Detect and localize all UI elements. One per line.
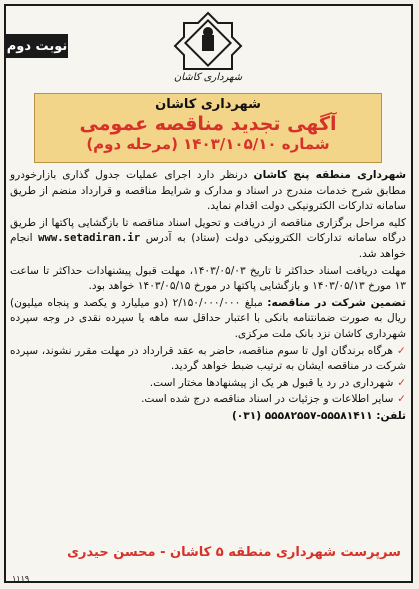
- kashan-municipality-logo-icon: [172, 10, 244, 72]
- guarantee-text: مبلغ ۲/۱۵۰/۰۰۰/۰۰۰ (دو میلیارد و یکصد و پنجاه میلیون) ریال به صورت ضمانتنامه بانکی با اعتبار حداقل سه ماهه یا سپرده نقدی در وجه سپرده شهرداری کاشان نزد بانک ملت مرکزی.: [10, 296, 406, 340]
- paragraph-guarantee: [10, 296, 406, 343]
- guarantee-label: تضمین شرکت در مناقصه:: [267, 296, 406, 309]
- logo-caption: شهرداری کاشان: [173, 72, 243, 83]
- paragraph-intro: [10, 168, 406, 215]
- list-item: ✓ هرگاه برندگان اول تا سوم مناقصه، حاضر به عقد قرارداد در مهلت مقرر نشوند، سپرده شرکت در مناقصه ایشان به ترتیب ضبط خواهد گردید.: [10, 344, 406, 373]
- ad-code: ۱۱۱۹: [12, 574, 30, 583]
- bullet-icon: ✓: [393, 376, 406, 389]
- phone-number: ۵۵۵۸۱۴۱۱-۵۵۵۸۲۵۵۷ (۰۳۱): [231, 409, 373, 422]
- list-item: ✓ شهرداری در رد یا قبول هر یک از پیشنهادها مختار است.: [149, 376, 406, 389]
- ad-body: [10, 168, 406, 426]
- second-publication-badge: نوبت دوم: [6, 34, 68, 58]
- process-text-end: انجام خواهد شد.: [10, 232, 406, 260]
- list-item: ✓ سایر اطلاعات و جزئیات در اسناد مناقصه درج شده است.: [141, 393, 406, 406]
- bullet-icon: ✓: [393, 344, 406, 357]
- organization-name: شهرداری کاشان: [155, 97, 261, 112]
- setad-url-link[interactable]: www.setadiran.ir: [38, 232, 141, 245]
- tender-number: شماره ۱۴۰۳/۱۰۵/۱۰ (مرحله دوم): [86, 135, 330, 153]
- paragraph-process: [10, 216, 406, 263]
- phone-line: [10, 409, 406, 425]
- process-text-start: کلیه مراحل برگزاری مناقصه از دریافت و تحویل اسناد مناقصه تا بازگشایی پاکتها از طریق درگاه سامانه تدارکات الکترونیکی دولت (ستاد) به آدرس: [10, 216, 406, 245]
- ad-title: آگهی تجدید مناقصه عمومی: [79, 113, 337, 135]
- header-box: [34, 93, 382, 163]
- issuer-name: شهرداری منطقه پنج کاشان: [253, 169, 406, 181]
- phone-label: تلفن:: [376, 409, 406, 422]
- bullet-icon: ✓: [393, 393, 406, 406]
- signature-line: سرپرست شهرداری منطقه ۵ کاشان - محسن حیدری: [67, 545, 401, 560]
- intro-text: درنظر دارد اجرای عملیات جدول گذاری بازارخودرو مطابق شرح خدمات مندرج در اسناد و مدارک و شرایط مناقصه و قرارداد منضم از طریق سامانه تدارکات الکترونیکی دولت اقدام نماید.: [10, 169, 406, 213]
- paragraph-deadlines: مهلت دریافت اسناد حداکثر تا تاریخ ۱۴۰۳/۰۵/۰۳، مهلت قبول پیشنهادات حداکثر تا ساعت ۱۳ مورخ ۱۴۰۳/۰۵/۱۳ و بازگشایی پاکتها در مورخ ۱۴۰۳/۰۵/۱۵ خواهد بود.: [10, 264, 406, 293]
